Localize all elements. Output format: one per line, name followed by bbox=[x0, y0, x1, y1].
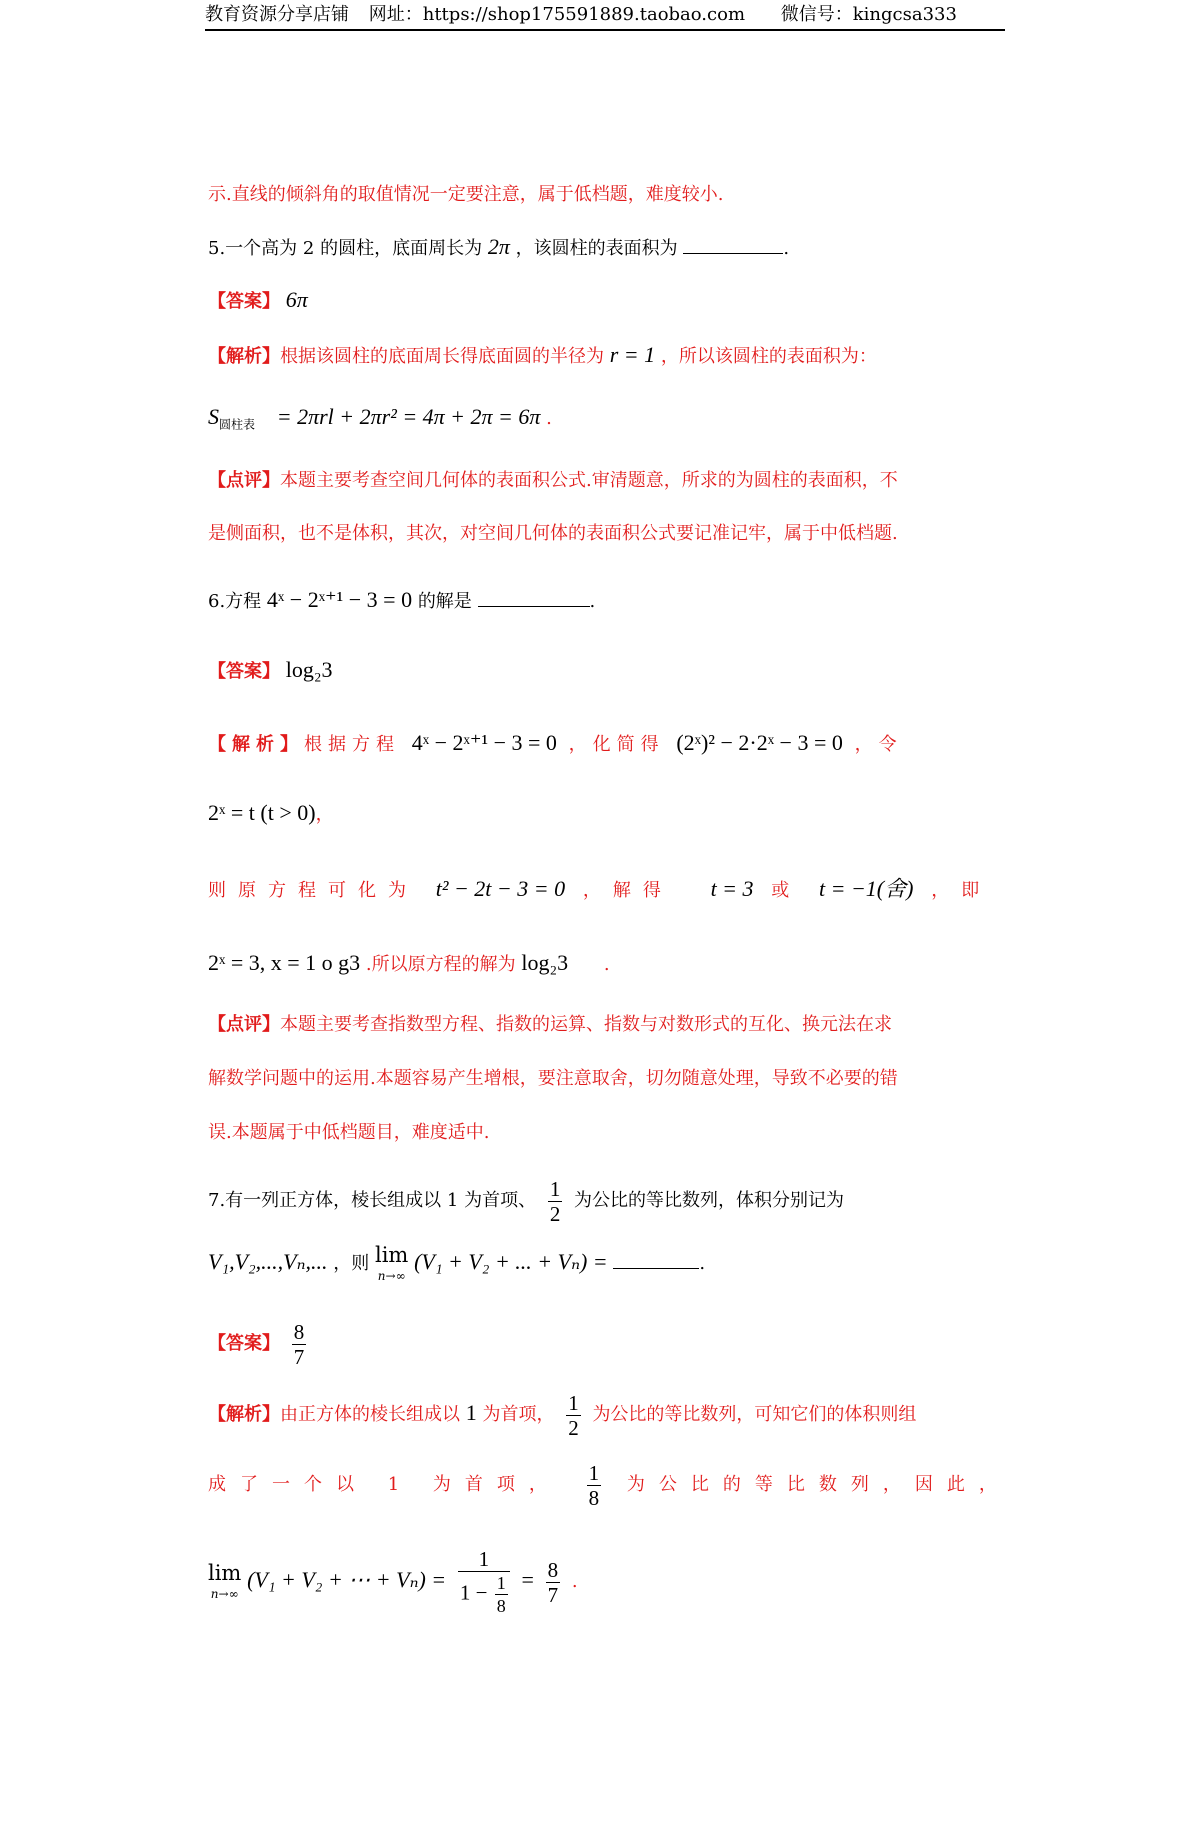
page-header bbox=[205, 3, 1005, 31]
q6-analysis-2: 2ˣ = t (t > 0)， bbox=[208, 800, 334, 825]
question-7: 7.有一列正方体，棱长组成以 1 为首项、 $\frac{1}{2}$ 为公比的等比数列，体积分别记为 bbox=[208, 1176, 845, 1226]
q5-answer: 【答案】 6π bbox=[208, 287, 308, 312]
answer-blank bbox=[613, 1250, 699, 1269]
q7-answer: 【答案】 $\frac{8}{7}$ bbox=[208, 1319, 305, 1369]
q6-analysis-1: 【解析】根据方程 4ˣ − 2ˣ⁺¹ − 3 = 0 ，化简得 (2ˣ)² − 2·2ˣ − 3 = 0 ，令 bbox=[208, 730, 903, 755]
fraction-one-half: $\frac{1}{2}$ bbox=[549, 1176, 561, 1226]
q5-comment-1: 【点评】本题主要考查空间几何体的表面积公式.审清题意，所求的为圆柱的表面积，不 bbox=[208, 470, 898, 491]
header-store: 教育资源分享店铺 bbox=[205, 4, 349, 25]
q5-analysis: 【解析】根据该圆柱的底面周长得底面圆的半径为 r = 1 ，所以该圆柱的表面积为： bbox=[208, 342, 877, 367]
fraction-complex: 1 1 − $\frac{1}{8}$ bbox=[458, 1547, 510, 1617]
q7-analysis-2: 成了一个以 1 为首项， $\frac{1}{8}$ 为公比的等比数列，因此， bbox=[208, 1460, 1011, 1510]
q6-comment-2: 解数学问题中的运用.本题容易产生增根，要注意取舍，切勿随意处理，导致不必要的错 bbox=[208, 1068, 898, 1089]
q5-formula: $S_{圆柱表} = 2\pi rl + 2\pi r^2 = 4\pi + 2\pi = 6\pi$ . bbox=[208, 404, 552, 432]
q6-comment-3: 误.本题属于中低档题目，难度适中. bbox=[208, 1122, 490, 1143]
header-wechat: 微信号：kingcsa333 bbox=[780, 4, 957, 25]
limit: lim n→∞ bbox=[375, 1243, 409, 1283]
question-5: 5.一个高为 2 的圆柱，底面周长为 2π ，该圆柱的表面积为 . bbox=[208, 234, 790, 259]
q6-answer: 【答案】 log₂3 bbox=[208, 657, 333, 682]
fraction-eight-sevenths: $\frac{8}{7}$ bbox=[293, 1319, 305, 1369]
question-6: 6.方程 4ˣ − 2ˣ⁺¹ − 3 = 0 的解是 . bbox=[208, 587, 596, 612]
q7-analysis-3: lim n→∞ (V₁ + V₂ + ⋯ + Vₙ) = 1 1 − $\frac{1}{8}$ = $\frac{8}{7}$ . bbox=[208, 1547, 578, 1616]
question-7-cont: V₁,V₂,...,Vₙ,... ，则 lim n→∞ (V₁ + V₂ + ... + Vₙ) = . bbox=[208, 1243, 706, 1283]
q7-analysis-1: 【解析】由正方体的棱长组成以 1 为首项， $\frac{1}{2}$ 为公比的等比数列，可知它们的体积则组 bbox=[208, 1390, 917, 1440]
q6-comment-1: 【点评】本题主要考查指数型方程、指数的运算、指数与对数形式的互化、换元法在求 bbox=[208, 1014, 892, 1035]
header-url[interactable]: 网址：https://shop175591889.taobao.com bbox=[368, 4, 746, 25]
answer-blank bbox=[683, 235, 783, 254]
q5-circumference: 2π bbox=[487, 234, 510, 259]
prev-comment-tail: 示.直线的倾斜角的取值情况一定要注意，属于低档题，难度较小. bbox=[208, 184, 724, 205]
q6-analysis-3: 则原方程可化为 t² − 2t − 3 = 0 ，解得 t = 3 或 t = −1(舍) ，即 bbox=[208, 876, 992, 901]
answer-blank bbox=[478, 588, 590, 607]
q5-comment-2: 是侧面积，也不是体积，其次，对空间几何体的表面积公式要记准记牢，属于中低档题. bbox=[208, 523, 898, 544]
q6-analysis-4: 2ˣ = 3, x = 1 o g3 .所以原方程的解为 log₂3 . bbox=[208, 950, 610, 975]
